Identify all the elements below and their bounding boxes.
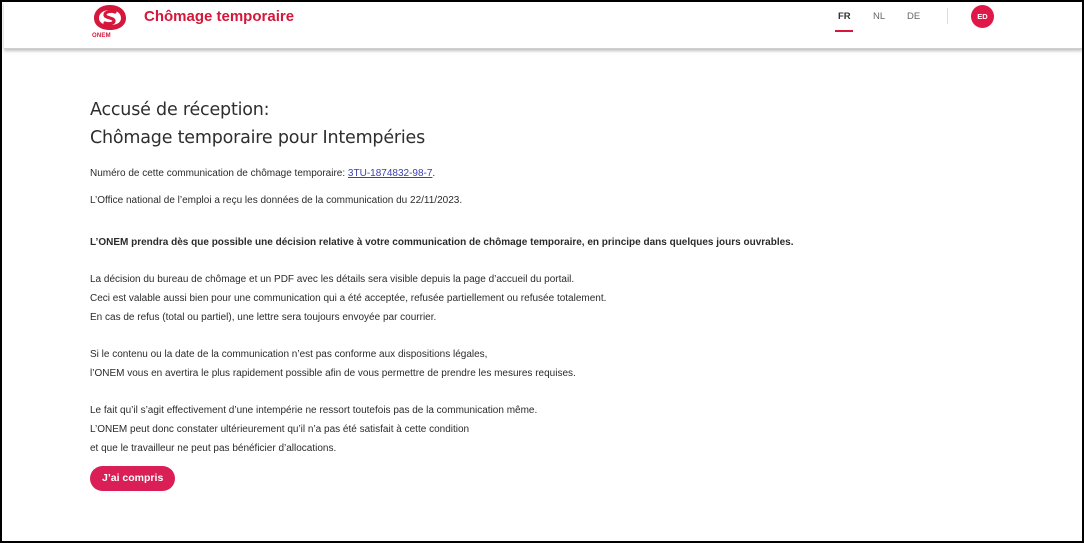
weather-line-1: Le fait qu’il s’agit effectivement d’une intempérie ne ressort toutefois pas de la communication même.	[90, 405, 538, 416]
page-heading-receipt: Accusé de réception:	[90, 100, 270, 120]
page-heading-type: Chômage temporaire pour Intempéries	[90, 128, 426, 148]
language-de[interactable]: DE	[907, 11, 921, 22]
decision-notice-text: L’ONEM prendra dès que possible une décision relative à votre communication de chômage temporaire, en principe dans quelques jours ouvrables.	[90, 237, 794, 248]
decision-notice	[90, 237, 794, 249]
weather-line-2: L’ONEM peut donc constater ultérieurement qu’il n’a pas été satisfait à cette condition	[90, 424, 470, 435]
top-header	[4, 2, 1082, 49]
reference-label: Numéro de cette communication de chômage temporaire:	[90, 168, 346, 179]
header-divider	[947, 8, 948, 24]
app-title[interactable]: Chômage temporaire	[144, 8, 295, 25]
language-nl[interactable]: NL	[873, 11, 886, 22]
logo-text: ONEM	[92, 33, 111, 39]
info-line-3: En cas de refus (total ou partiel), une lettre sera toujours envoyée par courrier.	[90, 312, 437, 323]
weather-line-3: et que le travailleur ne peut pas bénéficier d’allocations.	[90, 443, 337, 454]
language-fr[interactable]: FR	[838, 11, 851, 22]
reference-line	[90, 168, 435, 180]
reference-number-link[interactable]: 3TU-1874832-98-7	[347, 168, 433, 179]
info-line-2: Ceci est valable aussi bien pour une communication qui a été acceptée, refusée partiellement ou refusée totalement.	[90, 293, 607, 304]
reference-suffix: .	[432, 168, 436, 179]
received-text: L’Office national de l’emploi a reçu les données de la communication du 22/11/2023.	[90, 195, 463, 206]
user-avatar[interactable]: ED	[971, 5, 994, 28]
legal-line-2: l’ONEM vous en avertira le plus rapidement possible afin de vous permettre de prendre les mesures requises.	[90, 368, 576, 379]
info-line-1: La décision du bureau de chômage et un PDF avec les détails sera visible depuis la page d’accueil du portail.	[90, 274, 575, 285]
understood-button[interactable]: J’ai compris	[90, 466, 175, 491]
legal-line-1: Si le contenu ou la date de la communication n’est pas conforme aux dispositions légales,	[90, 349, 488, 360]
active-language-indicator	[835, 30, 853, 32]
